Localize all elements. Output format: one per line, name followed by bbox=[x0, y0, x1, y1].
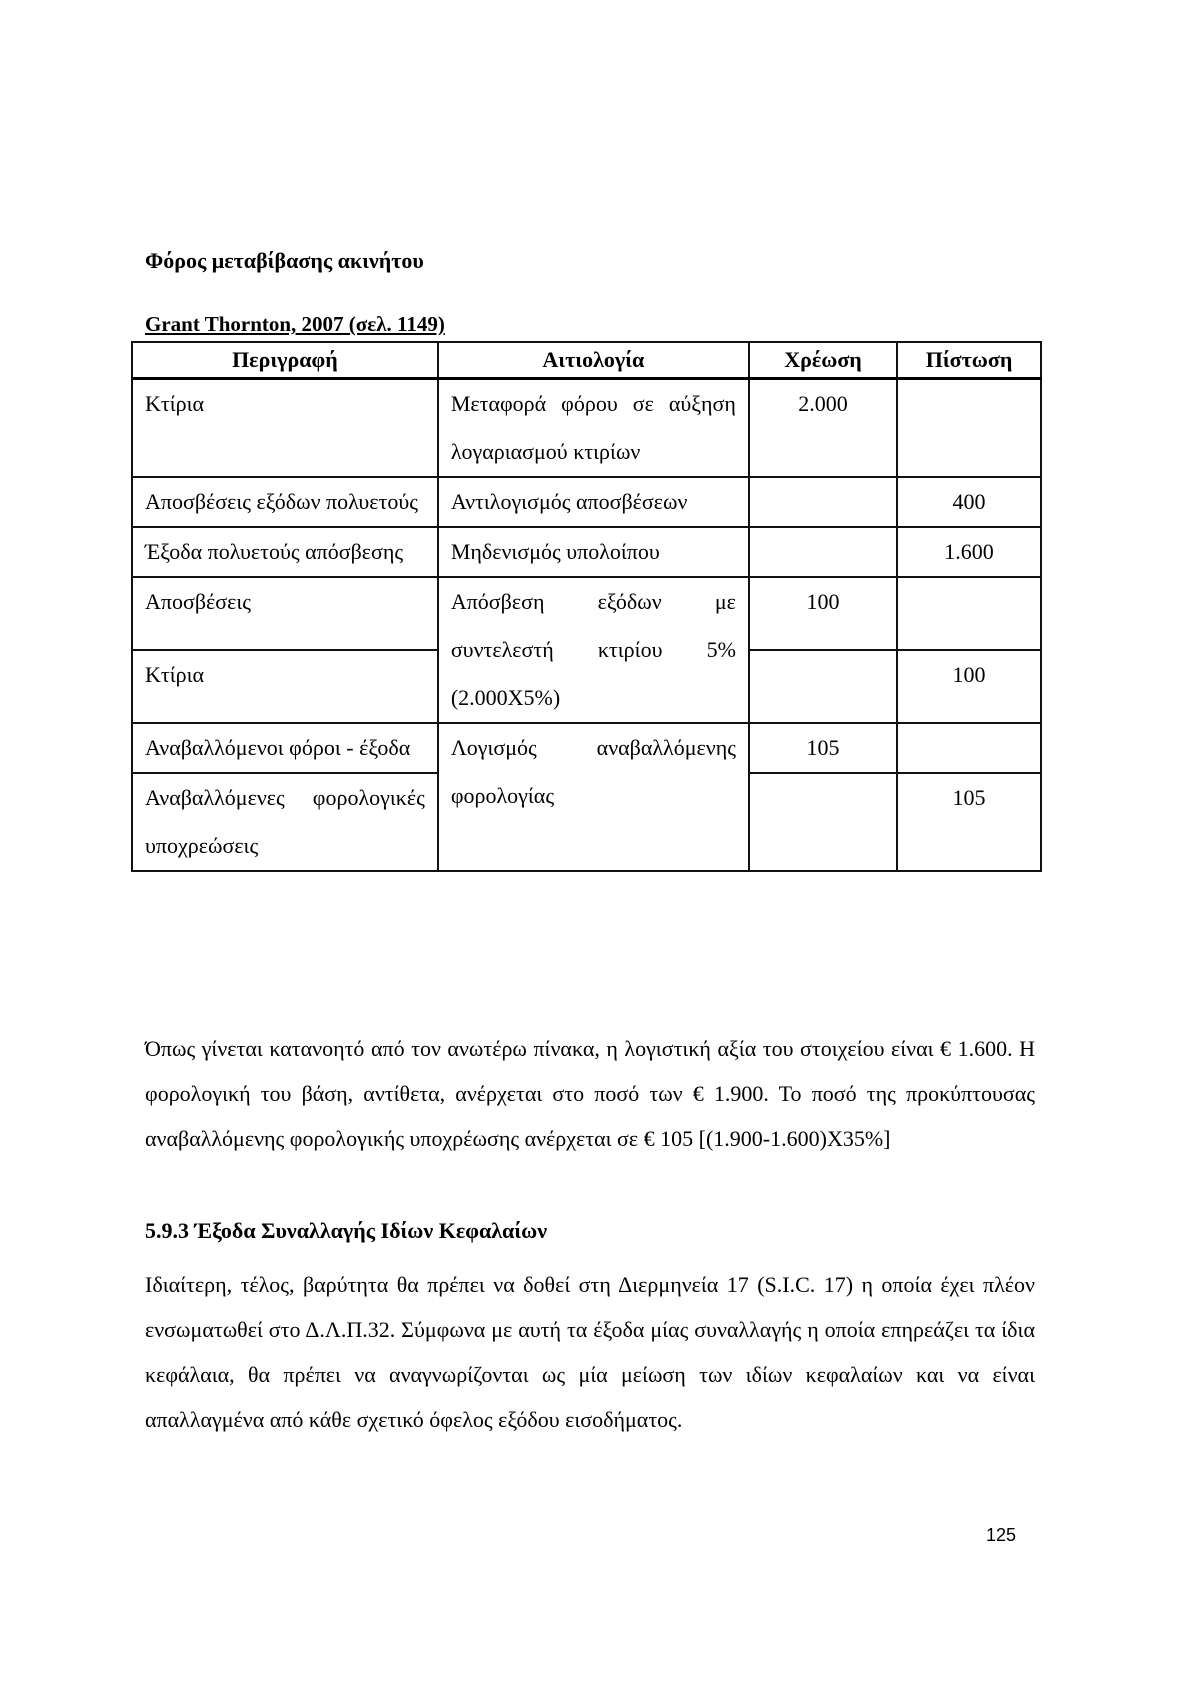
header-description: Περιγραφή bbox=[132, 342, 438, 379]
row-debit: 105 bbox=[749, 723, 897, 773]
row-reason: Αντιλογισμός αποσβέσεων bbox=[438, 477, 749, 527]
section-paragraph: Ιδιαίτερη, τέλος, βαρύτητα θα πρέπει να δοθεί στη Διερμηνεία 17 (S.I.C. 17) η οποία έχει πλέον ενσωματωθεί στο Δ.Λ.Π.32. Σύμφωνα με αυτή τα έξοδα μίας συναλλαγής η οποία επηρεάζει τα ίδια κεφάλαια, θα πρέπει να αναγνωρίζονται ως μία μείωση των ιδίων κεφαλαίων και να είναι απαλλαγμένα από κάθε σχετικό όφελος εξόδου εισοδήματος. bbox=[145, 1272, 1035, 1432]
row-debit: 2.000 bbox=[749, 379, 897, 478]
table-row bbox=[132, 477, 1041, 527]
row-debit bbox=[749, 650, 897, 723]
row-reason: Απόσβεση εξόδων με συντελεστή κτιρίου 5% (2.000Χ5%) bbox=[438, 577, 749, 723]
explanation-paragraph: Όπως γίνεται κατανοητό από τον ανωτέρω πίνακα, η λογιστική αξία του στοιχείου είναι € 1.600. Η φορολογική του βάση, αντίθετα, ανέρχεται στο ποσό των € 1.900. Το ποσό της προκύπτουσας αναβαλλόμενης φορολογικής υποχρέωσης ανέρχεται σε € 105 [(1.900-1.600)Χ35%] bbox=[145, 1036, 1035, 1151]
source-citation: Grant Thornton, 2007 (σελ. 1149) bbox=[145, 312, 445, 336]
row-description: Κτίρια bbox=[132, 379, 438, 478]
header-debit: Χρέωση bbox=[749, 342, 897, 379]
table-row bbox=[132, 723, 1041, 773]
row-description: Έξοδα πολυετούς απόσβεσης bbox=[132, 527, 438, 577]
header-credit: Πίστωση bbox=[897, 342, 1041, 379]
row-description: Αναβαλλόμενοι φόροι - έξοδα bbox=[132, 723, 438, 773]
table-row bbox=[132, 379, 1041, 478]
header-reason: Αιτιολογία bbox=[438, 342, 749, 379]
document-heading: Φόρος μεταβίβασης ακινήτου bbox=[145, 248, 424, 273]
row-credit bbox=[897, 723, 1041, 773]
section-title: 5.9.3 Έξοδα Συναλλαγής Ιδίων Κεφαλαίων bbox=[145, 1218, 548, 1243]
row-reason: Μηδενισμός υπολοίπου bbox=[438, 527, 749, 577]
row-reason: Μεταφορά φόρου σε αύξηση λογαριασμού κτιρίων bbox=[438, 379, 749, 478]
row-description: Κτίρια bbox=[132, 650, 438, 723]
row-description: Αποσβέσεις εξόδων πολυετούς bbox=[132, 477, 438, 527]
row-credit: 400 bbox=[897, 477, 1041, 527]
row-description: Αποσβέσεις bbox=[132, 577, 438, 650]
journal-entry-table bbox=[131, 341, 1042, 872]
page-number: 125 bbox=[986, 1525, 1017, 1545]
row-debit bbox=[749, 477, 897, 527]
row-debit: 100 bbox=[749, 577, 897, 650]
row-debit bbox=[749, 527, 897, 577]
row-reason: Λογισμός αναβαλλόμενης φορολογίας bbox=[438, 723, 749, 871]
row-credit bbox=[897, 379, 1041, 478]
table-header-row bbox=[132, 342, 1041, 379]
row-credit: 105 bbox=[897, 773, 1041, 871]
table-row bbox=[132, 527, 1041, 577]
row-debit bbox=[749, 773, 897, 871]
row-description: Αναβαλλόμενες φορολογικές υποχρεώσεις bbox=[132, 773, 438, 871]
table-row bbox=[132, 577, 1041, 650]
row-credit bbox=[897, 577, 1041, 650]
row-credit: 100 bbox=[897, 650, 1041, 723]
row-credit: 1.600 bbox=[897, 527, 1041, 577]
